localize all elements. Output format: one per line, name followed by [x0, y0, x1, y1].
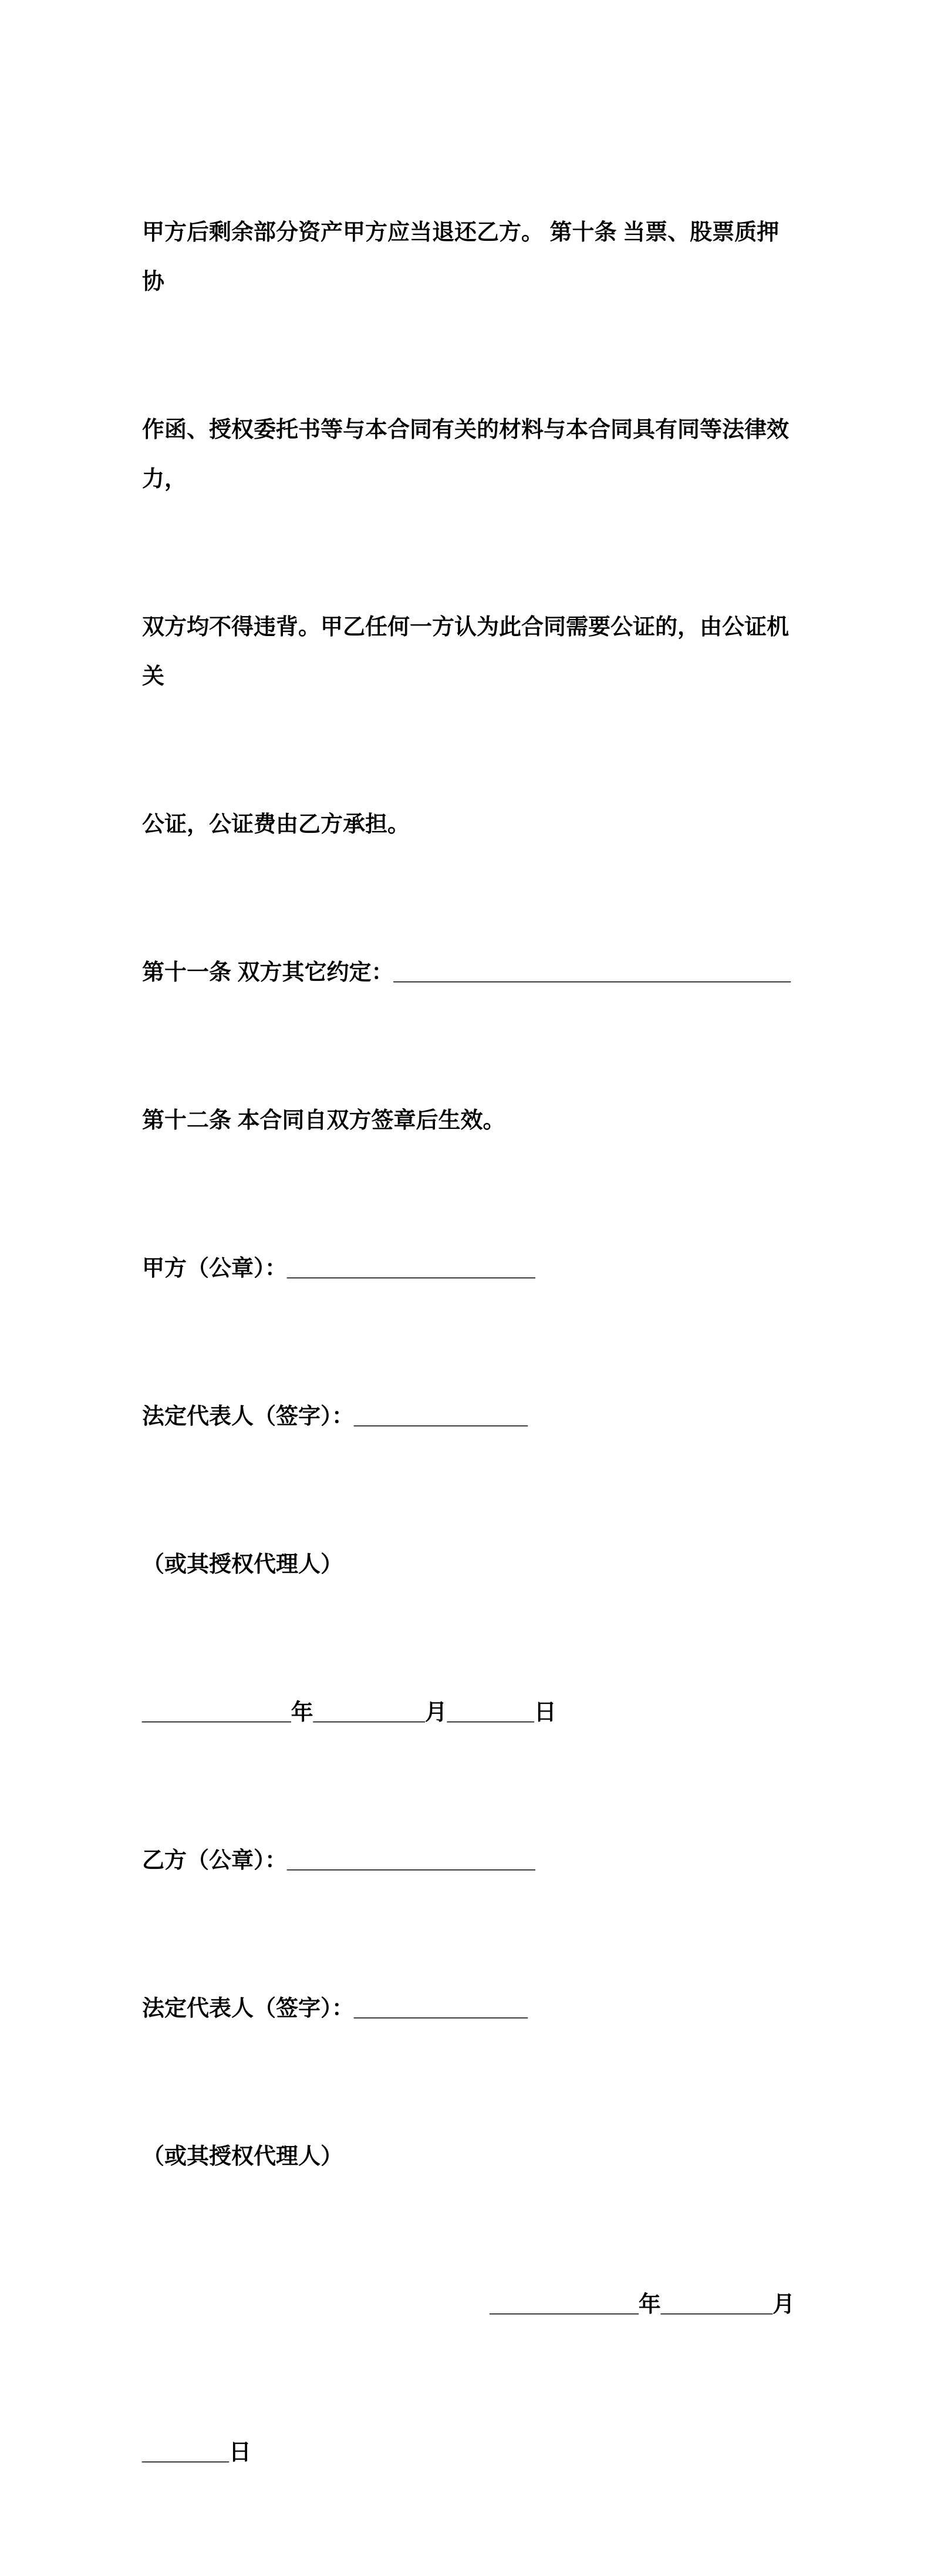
party-a-date-line: ____________年_________月_______日	[142, 1700, 556, 1725]
clause-10-text-line-3: 双方均不得违背。甲乙任何一方认为此合同需要公证的，由公证机关	[142, 615, 790, 689]
party-a-legal-representative-signature-line: 法定代表人（签字）：______________	[142, 1404, 528, 1429]
clause-10-text-line-4: 公证，公证费由乙方承担。	[142, 812, 410, 837]
contract-text-block	[142, 109, 795, 2576]
clause-11-other-agreements-line: 第十一条 双方其它约定：________________________________	[142, 960, 791, 985]
clause-12-effective-line: 第十二条 本合同自双方签章后生效。	[142, 1108, 505, 1133]
party-b-date-line: ____________年_________月	[490, 2292, 795, 2317]
party-b-authorized-agent-line: （或其授权代理人）	[142, 2144, 343, 2169]
party-b-seal-line: 乙方（公章）：____________________	[142, 1848, 535, 1873]
clause-10-text-line-1: 甲方后剩余部分资产甲方应当退还乙方。 第十条 当票、股票质押协	[142, 220, 780, 294]
party-b-legal-representative-signature-line: 法定代表人（签字）：______________	[142, 1996, 528, 2021]
clause-10-text-line-2: 作函、授权委托书等与本合同有关的材料与本合同具有同等法律效力，	[142, 418, 790, 492]
party-a-authorized-agent-line: （或其授权代理人）	[142, 1552, 343, 1577]
party-b-date-day-line: _______日	[142, 2440, 251, 2465]
party-a-seal-line: 甲方（公章）：____________________	[142, 1256, 535, 1281]
